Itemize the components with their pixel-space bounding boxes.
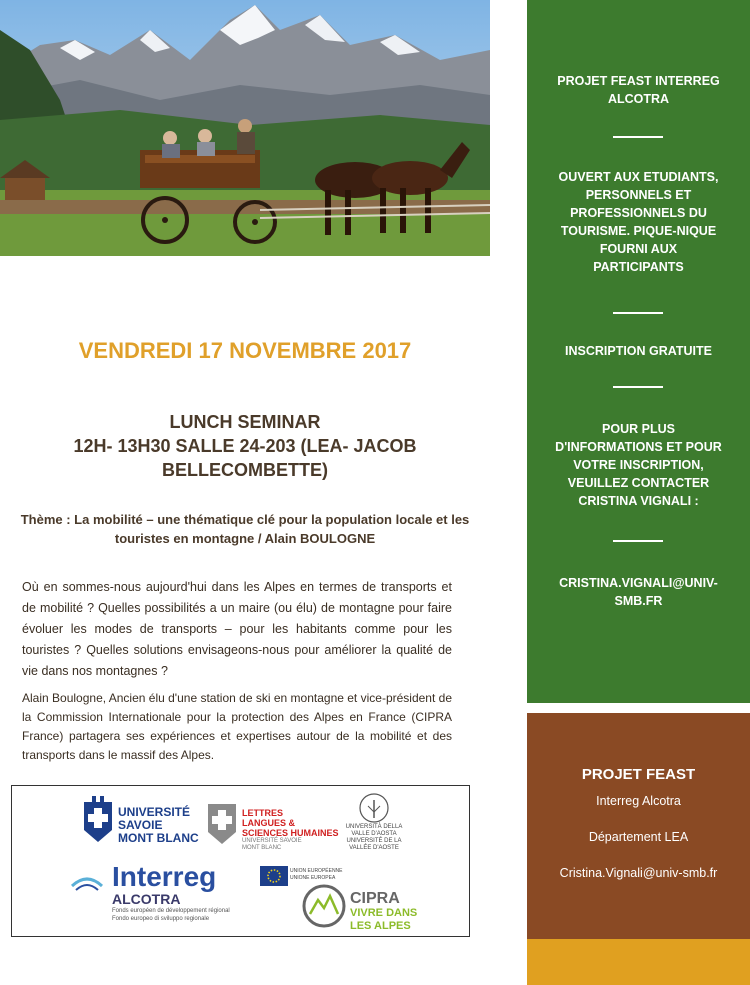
project-box	[527, 713, 750, 939]
cipra-mountain-icon	[304, 886, 344, 926]
sidebar-contact-line-5: CRISTINA VIGNALI :	[578, 494, 699, 508]
cipra-tagline-2: LES ALPES	[350, 920, 411, 932]
sidebar-contact-line-3: VOTRE INSCRIPTION,	[573, 458, 704, 472]
usmb-text-1: UNIVERSITÉ	[118, 805, 191, 819]
sidebar-audience	[527, 168, 750, 276]
fund-label-fr: Fonds européen de développement régional	[112, 908, 230, 914]
sidebar-audience-line-1: OUVERT AUX ETUDIANTS,	[558, 170, 719, 184]
sidebar-project-line-2: ALCOTRA	[607, 92, 670, 106]
speaker-paragraph: Alain Boulogne, Ancien élu d'une station de ski en montagne et vice-président de la Commission Internationale pour la protection des Alpes en France (CIPRA France) partagera ses expériences et expertises autour de la mobilité et des transports dans le massif des Alpes.	[22, 691, 452, 762]
eu-flag-icon	[260, 866, 288, 886]
project-box-email[interactable]: Cristina.Vignali@univ-smb.fr	[559, 866, 718, 880]
eu-text-it: UNIONE EUROPEA	[290, 875, 336, 881]
sidebar-audience-line-4: TOURISME. PIQUE-NIQUE	[560, 224, 717, 238]
fund-label-it: Fondo europeo di sviluppo regionale	[112, 916, 210, 922]
theme-line-1: Thème : La mobilité – une thématique clé pour la population locale et les	[20, 512, 470, 527]
sidebar-audience-line-2: PERSONNELS ET	[585, 188, 692, 202]
cipra-title: CIPRA	[350, 890, 400, 907]
llsh-text-3: SCIENCES HUMAINES	[242, 828, 339, 838]
llsh-shield-icon	[208, 804, 236, 844]
aosta-tree-icon	[360, 794, 388, 822]
interreg-title: Interreg	[112, 861, 217, 892]
usmb-text-3: MONT BLANC	[118, 831, 199, 845]
sidebar-divider	[613, 312, 663, 314]
sidebar-contact-line-1: POUR PLUS	[602, 422, 675, 436]
aosta-logo	[342, 824, 406, 852]
sidebar-audience-line-5: FOURNI AUX	[599, 242, 678, 256]
usmb-text-2: SAVOIE	[118, 818, 163, 832]
sidebar-divider	[613, 386, 663, 388]
footer-accent-bar	[527, 939, 750, 985]
project-box-title: PROJET FEAST	[581, 766, 696, 783]
cipra-tagline-1: VIVRE DANS	[350, 907, 418, 919]
sidebar-email-line-2[interactable]: SMB.FR	[614, 594, 663, 608]
llsh-text-1: LETTRES	[242, 808, 284, 818]
sidebar-contact-info	[527, 420, 750, 510]
eu-logo	[290, 868, 343, 882]
aosta-text-1: UNIVERSITÀ DELLA	[345, 824, 403, 830]
partner-logos	[11, 785, 470, 937]
sidebar-divider	[613, 136, 663, 138]
sidebar-audience-line-6: PARTICIPANTS	[593, 260, 684, 274]
sidebar-email-line-1[interactable]: CRISTINA.VIGNALI@UNIV-	[559, 576, 718, 590]
eu-text-fr: UNION EUROPÉENNE	[290, 868, 343, 874]
sidebar-contact-line-2: D'INFORMATIONS ET POUR	[555, 440, 722, 454]
usmb-logo	[118, 806, 199, 845]
sidebar-divider	[613, 540, 663, 542]
llsh-text-4: UNIVERSITÉ SAVOIE	[242, 838, 302, 844]
hero-photo-horse-carriage	[0, 0, 490, 256]
aosta-text-2: VALLE D'AOSTA	[351, 831, 397, 837]
alcotra-label: ALCOTRA	[112, 891, 181, 907]
event-date: VENDREDI 17 NOVEMBRE 2017	[78, 338, 412, 363]
project-box-department: Département LEA	[588, 830, 689, 844]
llsh-text-5: MONT BLANC	[242, 845, 282, 851]
sidebar-project	[527, 72, 750, 108]
aosta-text-3: UNIVERSITÉ DE LA	[346, 838, 402, 844]
project-box-program: Interreg Alcotra	[596, 794, 681, 808]
theme-line-2: touristes en montagne / Alain BOULOGNE	[114, 531, 376, 546]
sidebar-registration: INSCRIPTION GRATUITE	[565, 344, 712, 358]
interreg-wave-icon	[72, 879, 102, 890]
llsh-text-2: LANGUES &	[242, 818, 296, 828]
interreg-logo	[112, 862, 230, 923]
sidebar-email[interactable]	[527, 574, 750, 610]
seminar-details	[20, 410, 470, 482]
seminar-location: BELLECOMBETTE)	[162, 460, 328, 480]
seminar-theme	[0, 510, 490, 548]
seminar-title: LUNCH SEMINAR	[169, 412, 321, 432]
sidebar-contact-line-4: VEUILLEZ CONTACTER	[567, 476, 710, 490]
usmb-shield-icon	[84, 796, 112, 842]
sidebar-project-line-1: PROJET FEAST INTERREG	[557, 74, 720, 88]
description-paragraph: Où en sommes-nous aujourd'hui dans les Alpes en termes de transports et de mobilité ? Quelles possibilités a un maire (ou élu) de montagne pour faire évoluer les modes de transports – pour les habitants comme pour les touristes ? Quelles solutions envisageons-nous pour améliorer la qualité de vie dans nos montagnes ?	[22, 580, 452, 678]
seminar-time-room: 12H- 13H30 SALLE 24-203 (LEA- JACOB	[73, 436, 417, 456]
sidebar-audience-line-3: PROFESSIONNELS DU	[570, 206, 707, 220]
llsh-logo	[242, 808, 339, 852]
cipra-logo	[350, 890, 417, 933]
aosta-text-4: VALLÉE D'AOSTE	[349, 845, 399, 851]
